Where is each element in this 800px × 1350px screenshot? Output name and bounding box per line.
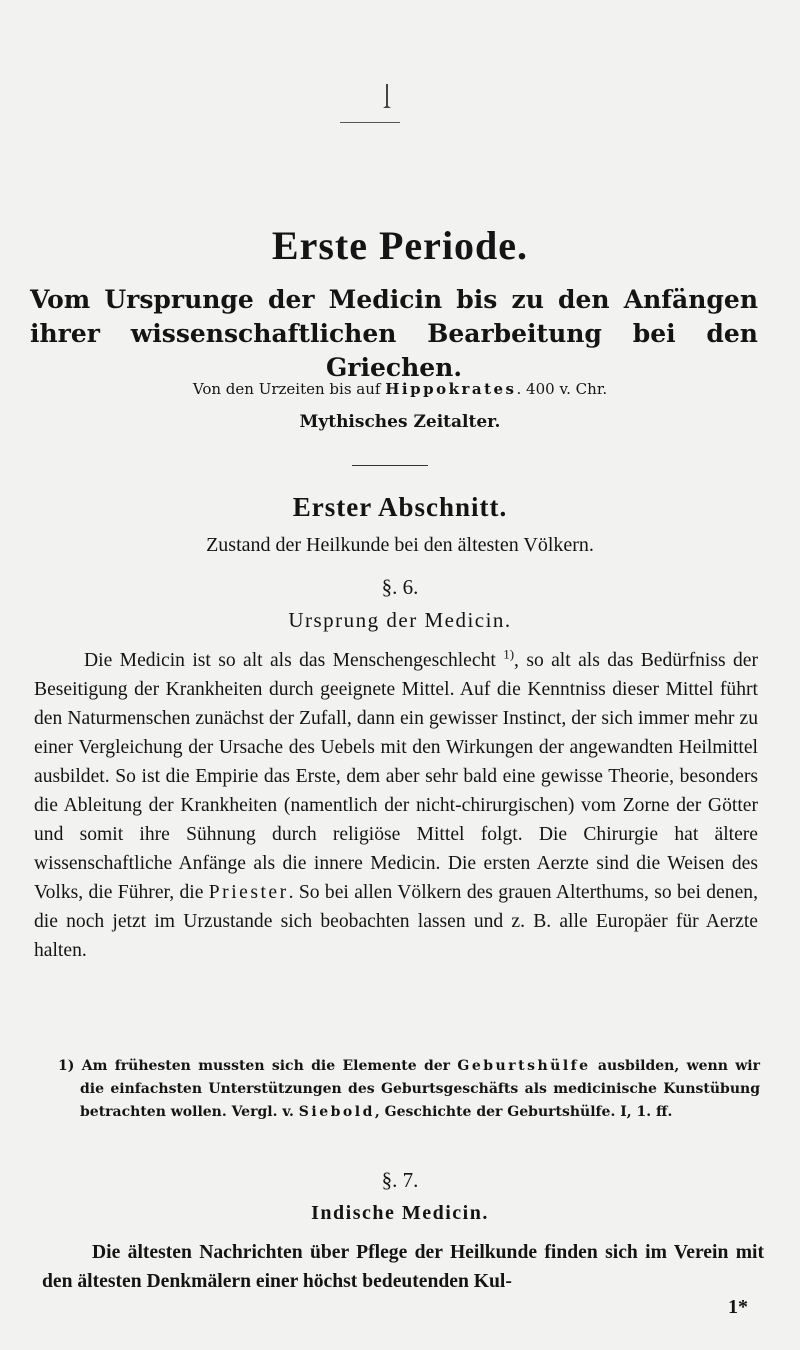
top-mark-icon [380, 82, 394, 112]
footnote-text-a: Am frühesten mussten sich die Elemente der [74, 1058, 458, 1074]
footnote-text-c: , Geschichte der Geburtshülfe. I, 1. ff. [374, 1104, 673, 1120]
signature-mark: 1* [728, 1296, 748, 1318]
footnote-spaced-b: Siebold [298, 1104, 375, 1120]
footnote-marker: 1) [58, 1058, 75, 1074]
footnote-1 [58, 1055, 760, 1124]
mythic-age-heading: Mythisches Zeitalter. [299, 412, 501, 432]
paragraph-6-body [34, 646, 758, 965]
par6-text-c: . So bei allen Völkern des grauen Alterthums, so bei denen, die noch jetzt im Urzustande sich beobachten lassen und z. B. alle Europäer für Aerzte halten. [34, 882, 758, 961]
section-subheading: Zustand der Heilkunde bei den ältesten Völkern. [206, 534, 594, 556]
period-title: Erste Periode. [271, 223, 529, 268]
era-prefix: Von den Urzeiten bis auf [192, 380, 386, 398]
period-subtitle: Vom Ursprunge der Medicin bis zu den Anfängen ihrer wissenschaftlichen Bearbeitung bei den Griechen. [30, 285, 758, 382]
paragraph-7-title: Indische Medicin. [311, 1202, 489, 1224]
par6-priester: Priester [208, 882, 289, 903]
footnote-text-b: ausbilden, wenn wir die einfachsten Unterstützungen des Geburtsgeschäfts als medicinische Kunstübung betrachten wollen. Vergl. v. [80, 1058, 760, 1120]
top-rule [340, 122, 400, 123]
era-suffix: . 400 v. Chr. [516, 380, 608, 398]
footnote-spaced-a: Geburtshülfe [457, 1058, 591, 1074]
paragraph-7-number: §. 7. [381, 1168, 419, 1192]
section-rule [352, 465, 428, 466]
page-top-mark [380, 82, 394, 112]
era-line [0, 380, 800, 398]
paragraph-6-number: §. 6. [381, 575, 419, 599]
paragraph-6-title: Ursprung der Medicin. [288, 608, 512, 632]
par6-text-b: , so alt als das Bedürfniss der Beseitigung der Krankheiten durch geeignete Mittel. Auf die Kenntniss dieser Mittel führt den Naturmenschen zunächst der Zufall, dann ein gewisser Instinct, der sich immer mehr zu einer Vergleichung der Ursache des Uebels mit den Wirkungen der angewandten Heilmittel ausbildet. So ist die Empirie das Erste, dem aber sehr bald eine gewisse Theorie, besonders die Ableitung der Krankheiten (namentlich der nicht-chirurgischen) vom Zorne der Götter und somit ihre Sühnung durch religiöse Mittel folgt. Die Chirurgie hat ältere wissenschaftliche Anfänge als die innere Medicin. Die ersten Aerzte sind die Weisen des Volks, die Führer, die [34, 650, 758, 903]
par6-text-a: Die Medicin ist so alt als das Menschengeschlecht [84, 650, 504, 671]
footnote-reference[interactable]: 1) [503, 646, 515, 662]
era-name: Hippokrates [385, 380, 517, 398]
paragraph-7-body: Die ältesten Nachrichten über Pflege der Heilkunde finden sich im Verein mit den ältesten Denkmälern einer höchst bedeutenden Kul- [42, 1242, 764, 1292]
section-heading: Erster Abschnitt. [292, 492, 508, 522]
